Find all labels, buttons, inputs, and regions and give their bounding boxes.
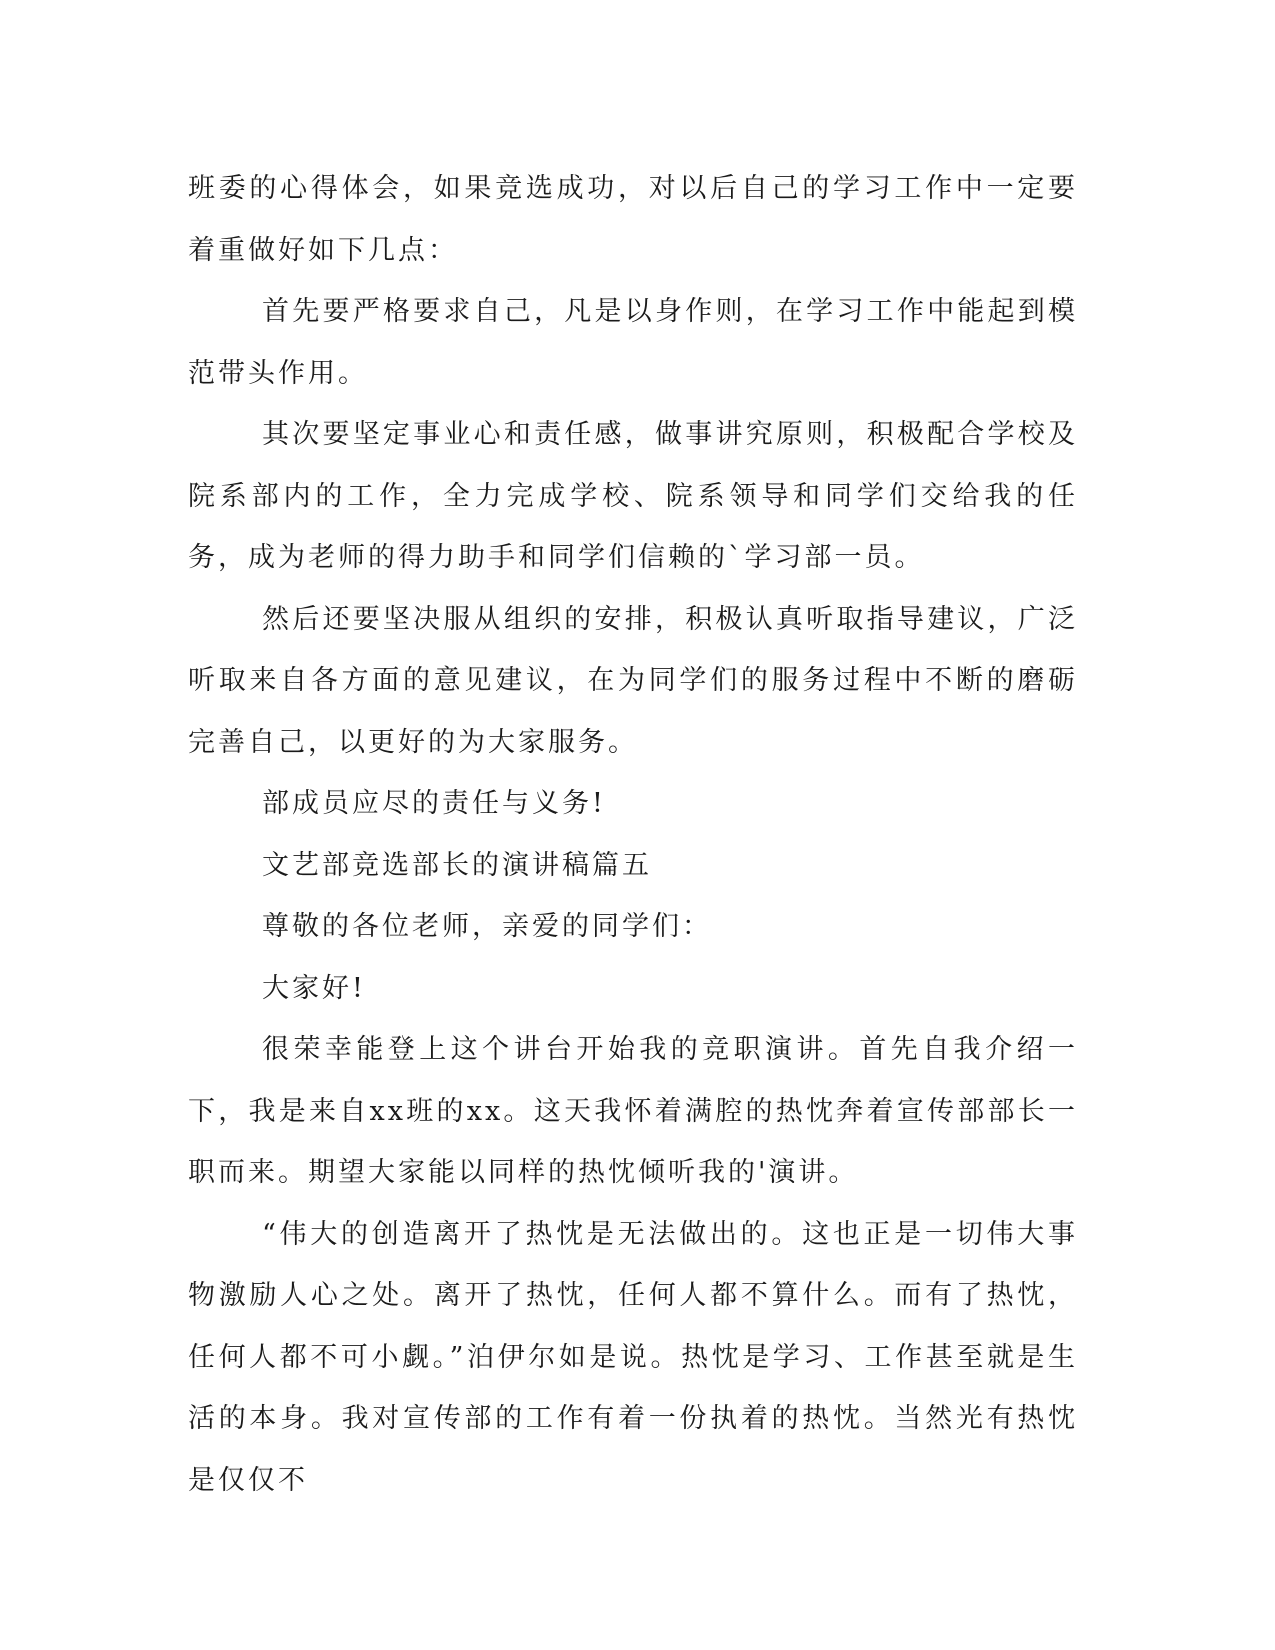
greeting: 大家好!	[262, 972, 366, 1004]
paragraph-10: “伟大的创造离开了热忱是无法做出的。这也正是一切伟大事物激励人心之处。离开了热忱，任何人都不算什么。而有了热忱，任何人都不可小觑。”泊伊尔如是说。热忱是学习、工作甚至就是生活的本身。我对宣传部的工作有着一份执着的热忱。当然光有热忱是仅仅不	[188, 1218, 1078, 1496]
paragraph-4: 然后还要坚决服从组织的安排，积极认真听取指导建议，广泛听取来自各方面的意见建议，在为同学们的服务过程中不断的磨砺完善自己，以更好的为大家服务。	[188, 603, 1078, 758]
paragraph-3: 其次要坚定事业心和责任感，做事讲究原则，积极配合学校及院系部内的工作，全力完成学校、院系领导和同学们交给我的任务，成为老师的得力助手和同学们信赖的`学习部一员。	[188, 419, 1078, 573]
salutation: 尊敬的各位老师，亲爱的同学们：	[262, 911, 712, 942]
paragraph-9: 很荣幸能登上这个讲台开始我的竞职演讲。首先自我介绍一下，我是来自xx班的xx。这天我怀着满腔的热忱奔着宣传部部长一职而来。期望大家能以同样的热忱倾听我的'演讲。	[188, 1034, 1078, 1188]
paragraph-1: 班委的心得体会，如果竞选成功，对以后自己的学习工作中一定要着重做好如下几点：	[188, 173, 1078, 266]
document-body	[188, 158, 1078, 1511]
section-heading: 文艺部竞选部长的演讲稿篇五	[262, 849, 652, 881]
paragraph-2: 首先要严格要求自己，凡是以身作则，在学习工作中能起到模范带头作用。	[188, 296, 1078, 389]
paragraph-5: 部成员应尽的责任与义务!	[262, 788, 606, 819]
